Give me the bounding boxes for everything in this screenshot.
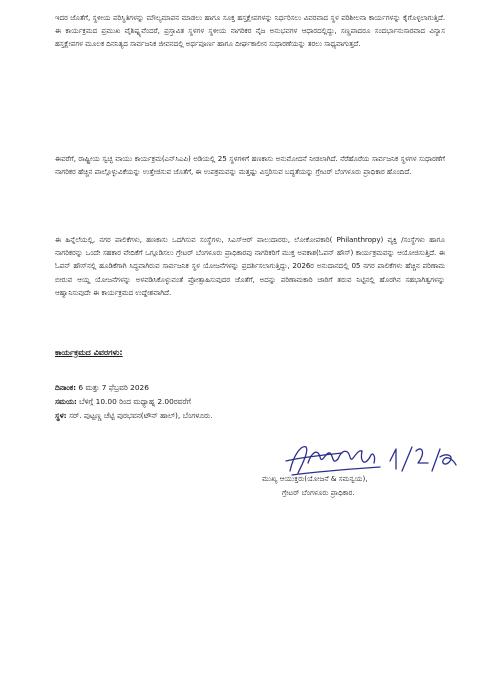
paragraph-site-assessment: ಇದರ ಜೊತೆಗೆ, ಸ್ಥಳೀಯ ಪರಿಸ್ಥಿತಿಗಳನ್ನು ಮೌಲ್ಯಮಾಪನ ಮಾಡಲು ಹಾಗೂ ಸೂಕ್ತ ಹಸ್ತಕ್ಷೇಪಗಳನ್ನು ನಿರ್ಧರಿಸಲು ವಿವರವಾದ ಸ್ಥಳ ಪರಿಶೀಲನಾ ಕಾರ್ಯಗಳನ್ನು ಕೈಗೊಳ್ಳಲಾಗುತ್ತಿದೆ. ಈ ಕಾರ್ಯಕ್ರಮದ ಪ್ರಮುಖ ವೈಶಿಷ್ಟ್ಯವೆಂದರೆ, ಪ್ರಸ್ತಾವಿತ ಸ್ಥಳಗಳ ಸ್ಥಳೀಯ ನಾಗರಿಕರ ನೈಜ ಅನುಭವಗಳ ಆಧಾರದಲ್ಲಿದ್ದು, ಸಣ್ಣಪಾದರೂ ಸಂದರ್ಭಾನುಸಾರವಾದ ವಿನ್ಯಾಸ ಹಸ್ತಕ್ಷೇಪಗಳ ಮೂಲಕ ದಿನನಿತ್ಯದ ಸಾರ್ವಜನಿಕ ಜೀವನದಲ್ಲಿ ಅರ್ಥಪೂರ್ಣ ಹಾಗೂ ದೀರ್ಘಕಾಲೀನ ಸುಧಾರಣೆಯನ್ನು ತರಲು ಸಾಧ್ಯವಾಗುತ್ತದೆ. xyxy=(55,13,445,49)
signatory-organization: ಗ್ರೇಟರ್ ಬೆಂಗಳೂರು ಪ್ರಾಧಿಕಾರ. xyxy=(282,487,355,497)
time-label: ಸಮಯ: xyxy=(55,397,77,406)
signatory-designation: ಮುಖ್ಯ ಆಯುಕ್ತರು(ಯೋಜನೆ & ಸಮನ್ವಯ), xyxy=(262,474,368,483)
paragraph-open-house: ಈ ಹಿನ್ನೆಲೆಯಲ್ಲಿ, ನಗರ ಪಾಲಿಕೆಗಳು, ಹಣಕಾಸು ಒದಗಿಸುವ ಸಂಸ್ಥೆಗಳು, ಸಿಎಸ್‌ಆರ್ ಪಾಲುದಾರರು, ಲೋಕೋಪಕಾರಿ( Philanthropy) ವ್ಯಕ್ತಿ /ಸಂಸ್ಥೆಗಳು ಹಾಗೂ ನಾಗರಿಕರನ್ನು ಒಂದೇ ಸಹಕಾರ ವೇದಿಕೆಗೆ ಒಗ್ಗೂಡಿಸಲು ಗ್ರೇಟರ್ ಬೆಂಗಳೂರು ಪ್ರಾಧಿಕಾರವು ನಾಗರಿಕರಿಗೆ ಮುಕ್ತ ಅವಕಾಶ(ಓಪನ್ ಹೌಸ್) ಕಾರ್ಯಕ್ರಮವನ್ನು ಆಯೋಜಿಸುತ್ತಿದೆ. ಈ ಓಪನ್ ಹೌಸ್‌ನಲ್ಲಿ ಹೂಡಿಕೆಗಾಗಿ ಸಿದ್ಧವಾಗಿರುವ ಸಾರ್ವಜನಿಕ ಸ್ಥಳ ಯೋಜನೆಗಳನ್ನು ಪ್ರದರ್ಶಿಸಲಾಗುತ್ತಿದ್ದು, 2026ರ ಅನುದಾನದಲ್ಲಿ 05 ನಗರ ಪಾಲಿಕೆಗಳು ಹೆಚ್ಚಿನ ಪರಿಣಾಮ ಬೀರುವ ಆಯ್ದ ಯೋಜನೆಗಳನ್ನು ಅಳವಡಿಸಿಕೊಳ್ಳುವಂತೆ ಪ್ರೋತ್ಸಾಹಿಸುವುದರ ಜೊತೆಗೆ, ಅದನ್ನು ಪರಿಣಾಮಕಾರಿ ಜಾರಿಗೆ ತರುವ ನಿಟ್ಟಿನಲ್ಲಿ ಹೊರಗಿನ ಸಹಭಾಗಿತ್ವಗಳನ್ನು ಆಹ್ವಾನಿಸುವುದೇ ಈ ಕಾರ್ಯಕ್ರಮದ ಉದ್ದೇಶವಾಗಿದೆ. xyxy=(55,235,445,297)
date-label: ದಿನಾಂಕ: xyxy=(55,383,77,392)
time-value: ಬೆಳಿಗ್ಗೆ 10.00 ರಿಂದ ಮಧ್ಯಾಹ್ನ 2.00ರವರೆಗೆ xyxy=(76,397,191,406)
place-row xyxy=(55,409,213,423)
paragraph-ncap-funding: ಈವರೆಗೆ, ರಾಷ್ಟ್ರೀಯ ಸ್ವಚ್ಛ ವಾಯು ಕಾರ್ಯಕ್ರಮ(ಎನ್‌ಸಿಎಪಿ) ಅಡಿಯಲ್ಲಿ 25 ಸ್ಥಳಗಳಿಗೆ ಹಣಕಾಸು ಅನುಮೋದನೆ ನೀಡಲಾಗಿದೆ. ನೆರೆಹೊರೆಯ ಸಾರ್ವಜನಿಕ ಸ್ಥಳಗಳ ಸುಧಾರಣೆಗೆ ನಾಗರಿಕರ ಹೆಚ್ಚಿನ ಪಾಲ್ಗೊಳ್ಳುವಿಕೆಯನ್ನು ಉತ್ತೇಜಿಸುವ ಜೊತೆಗೆ, ಈ ಉಪಕ್ರಮವನ್ನು ಮತ್ತಷ್ಟು ವಿಸ್ತರಿಸುವ ಬದ್ಧತೆಯನ್ನು ಗ್ರೇಟರ್ ಬೆಂಗಳೂರು ಪ್ರಾಧಿಕಾರ ಹೊಂದಿದೆ. xyxy=(55,154,445,177)
date-row xyxy=(55,381,213,395)
place-value: ಸರ್. ಪುಟ್ಟಣ್ಣ ಚೆಟ್ಟಿ ಪುರಭವನ(ಟೌನ್ ಹಾಲ್), ಬೆಂಗಳೂರು. xyxy=(66,411,213,420)
date-value: 6 ಮತ್ತು 7 ಫೆಬ್ರವರಿ 2026 xyxy=(76,383,149,392)
time-row xyxy=(55,395,213,409)
program-details xyxy=(55,381,213,423)
place-label: ಸ್ಥಳ: xyxy=(55,411,67,420)
signatory-block xyxy=(262,472,462,499)
program-details-heading: ಕಾರ್ಯಕ್ರಮದ ವಿವರಗಳು: xyxy=(55,348,123,357)
